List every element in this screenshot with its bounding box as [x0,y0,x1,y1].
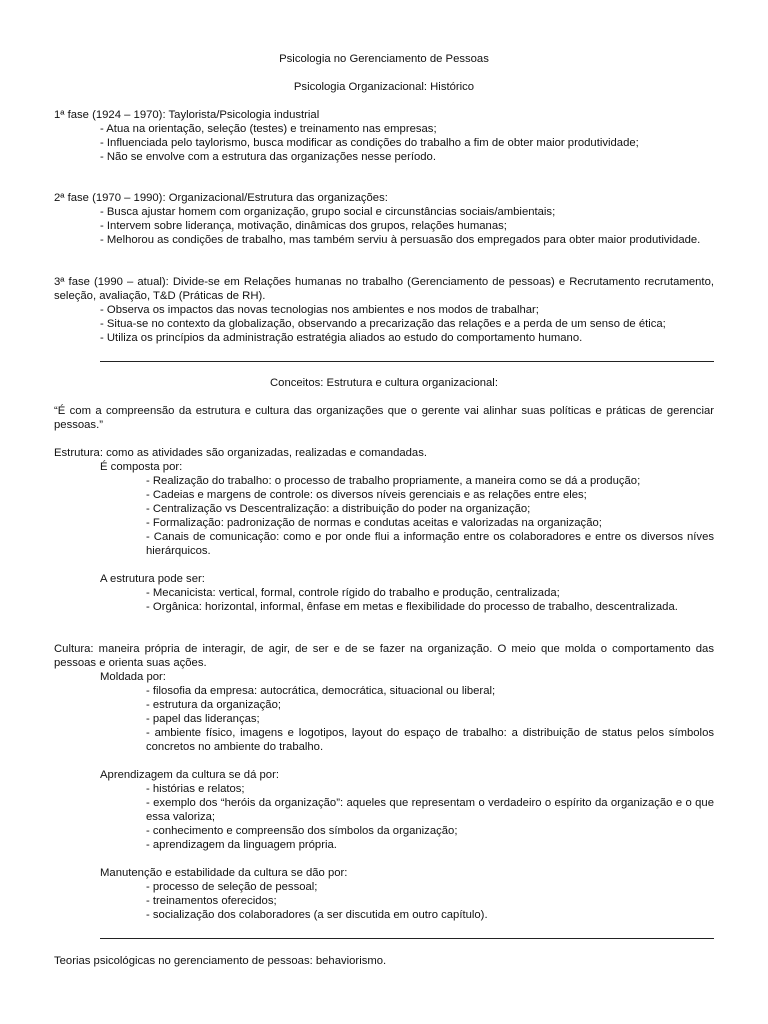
footer-section [54,954,714,968]
list-item: - aprendizagem da linguagem própria. [146,839,337,851]
list-item: - estrutura da organização; [146,699,282,711]
list-item: - Cadeias e margens de controle: os diversos níveis gerenciais e as relações entre eles; [146,489,587,501]
list-item: - ambiente físico, imagens e logotipos, layout do espaço de trabalho: a distribuição de status pelos símbolos concretos no ambiente do trabalho. [146,727,714,753]
phase-heading: 1ª fase (1924 – 1970): Taylorista/Psicologia industrial [54,109,320,121]
list-item: - Melhorou as condições de trabalho, mas também serviu à persuasão dos empregados para obter maior produtividade. [100,234,701,246]
list-item: - exemplo dos “heróis da organização”: aqueles que representam o verdadeiro o espírito da organização e o que essa valoriza; [146,797,714,823]
list-item: - Formalização: padronização de normas e condutas aceitas e valorizadas na organização; [146,517,602,529]
list-item: - Centralização vs Descentralização: a distribuição do poder na organização; [146,503,531,515]
maintenance-label: Manutenção e estabilidade da cultura se dão por: [100,867,348,879]
list-item: - treinamentos oferecidos; [146,895,277,907]
culture-definition: Cultura: maneira própria de interagir, de agir, de ser e de se fazer na organização. O meio que molda o comportamento das pessoas e orienta suas ações. [54,643,714,669]
list-item: - papel das lideranças; [146,713,260,725]
list-item: - histórias e relatos; [146,783,245,795]
phase-3 [54,275,714,345]
list-item: - Observa os impactos das novas tecnologias nos ambientes e nos modos de trabalhar; [100,304,539,316]
document-title: Psicologia no Gerenciamento de Pessoas [279,53,489,65]
structure-definition: Estrutura: como as atividades são organizadas, realizadas e comandadas. [54,447,428,459]
phase-heading: 3ª fase (1990 – atual): Divide-se em Relações humanas no trabalho (Gerenciamento de pessoas) e Recrutamento recrutamento, seleção, avaliação, T&D (Práticas de RH). [54,276,714,302]
list-item: - Atua na orientação, seleção (testes) e treinamento nas empresas; [100,123,437,135]
learning-label: Aprendizagem da cultura se dá por: [100,769,279,781]
phase-1 [54,108,714,164]
phase-2 [54,191,714,247]
list-item: - socialização dos colaboradores (a ser discutida em outro capítulo). [146,909,488,921]
structure-section [54,446,714,558]
concepts-heading: Conceitos: Estrutura e cultura organizacional: [270,377,498,389]
list-item: - Realização do trabalho: o processo de trabalho propriamente, a maneira como se dá a produção; [146,475,641,487]
list-item: - Não se envolve com a estrutura das organizações nesse período. [100,151,436,163]
list-item: - Situa-se no contexto da globalização, observando a precarização das relações e a perda de um senso de ética; [100,318,666,330]
section-subtitle: Psicologia Organizacional: Histórico [293,81,475,93]
list-item: - Utiliza os princípios da administração estratégia aliados ao estudo do comportamento humano. [100,332,583,344]
culture-section [54,642,714,754]
structure-types [54,572,714,614]
section-divider [100,938,714,939]
list-item: - Busca ajustar homem com organização, grupo social e circunstâncias sociais/ambientais; [100,206,556,218]
concepts-quote [54,404,714,432]
list-item: - conhecimento e compreensão dos símbolos da organização; [146,825,458,837]
list-item: - Mecanicista: vertical, formal, controle rígido do trabalho e produção, centralizada; [146,587,560,599]
composed-label: É composta por: [100,461,183,473]
list-item: - Intervem sobre liderança, motivação, dinâmicas dos grupos, relações humanas; [100,220,507,232]
quote-text: “É com a compreensão da estrutura e cultura das organizações que o gerente vai alinhar suas políticas e práticas de gerenciar pessoas.” [54,405,714,431]
list-item: - Influenciada pelo taylorismo, busca modificar as condições do trabalho a fim de obter maior produtividade; [100,137,639,149]
list-item: - processo de seleção de pessoal; [146,881,318,893]
list-item: - Canais de comunicação: como e por onde flui a informação entre os colaboradores e entre os diversos níves hierárquicos. [146,531,714,557]
list-item: - filosofia da empresa: autocrática, democrática, situacional ou liberal; [146,685,496,697]
can-be-label: A estrutura pode ser: [100,573,205,585]
phase-heading: 2ª fase (1970 – 1990): Organizacional/Estrutura das organizações: [54,192,388,204]
section-divider [100,361,714,362]
culture-maintenance [54,866,714,922]
shaped-label: Moldada por: [100,671,166,683]
list-item: - Orgânica: horizontal, informal, ênfase em metas e flexibilidade do processo de trabalho, descentralizada. [146,601,678,613]
culture-learning [54,768,714,852]
footer-heading: Teorias psicológicas no gerenciamento de pessoas: behaviorismo. [54,955,387,967]
